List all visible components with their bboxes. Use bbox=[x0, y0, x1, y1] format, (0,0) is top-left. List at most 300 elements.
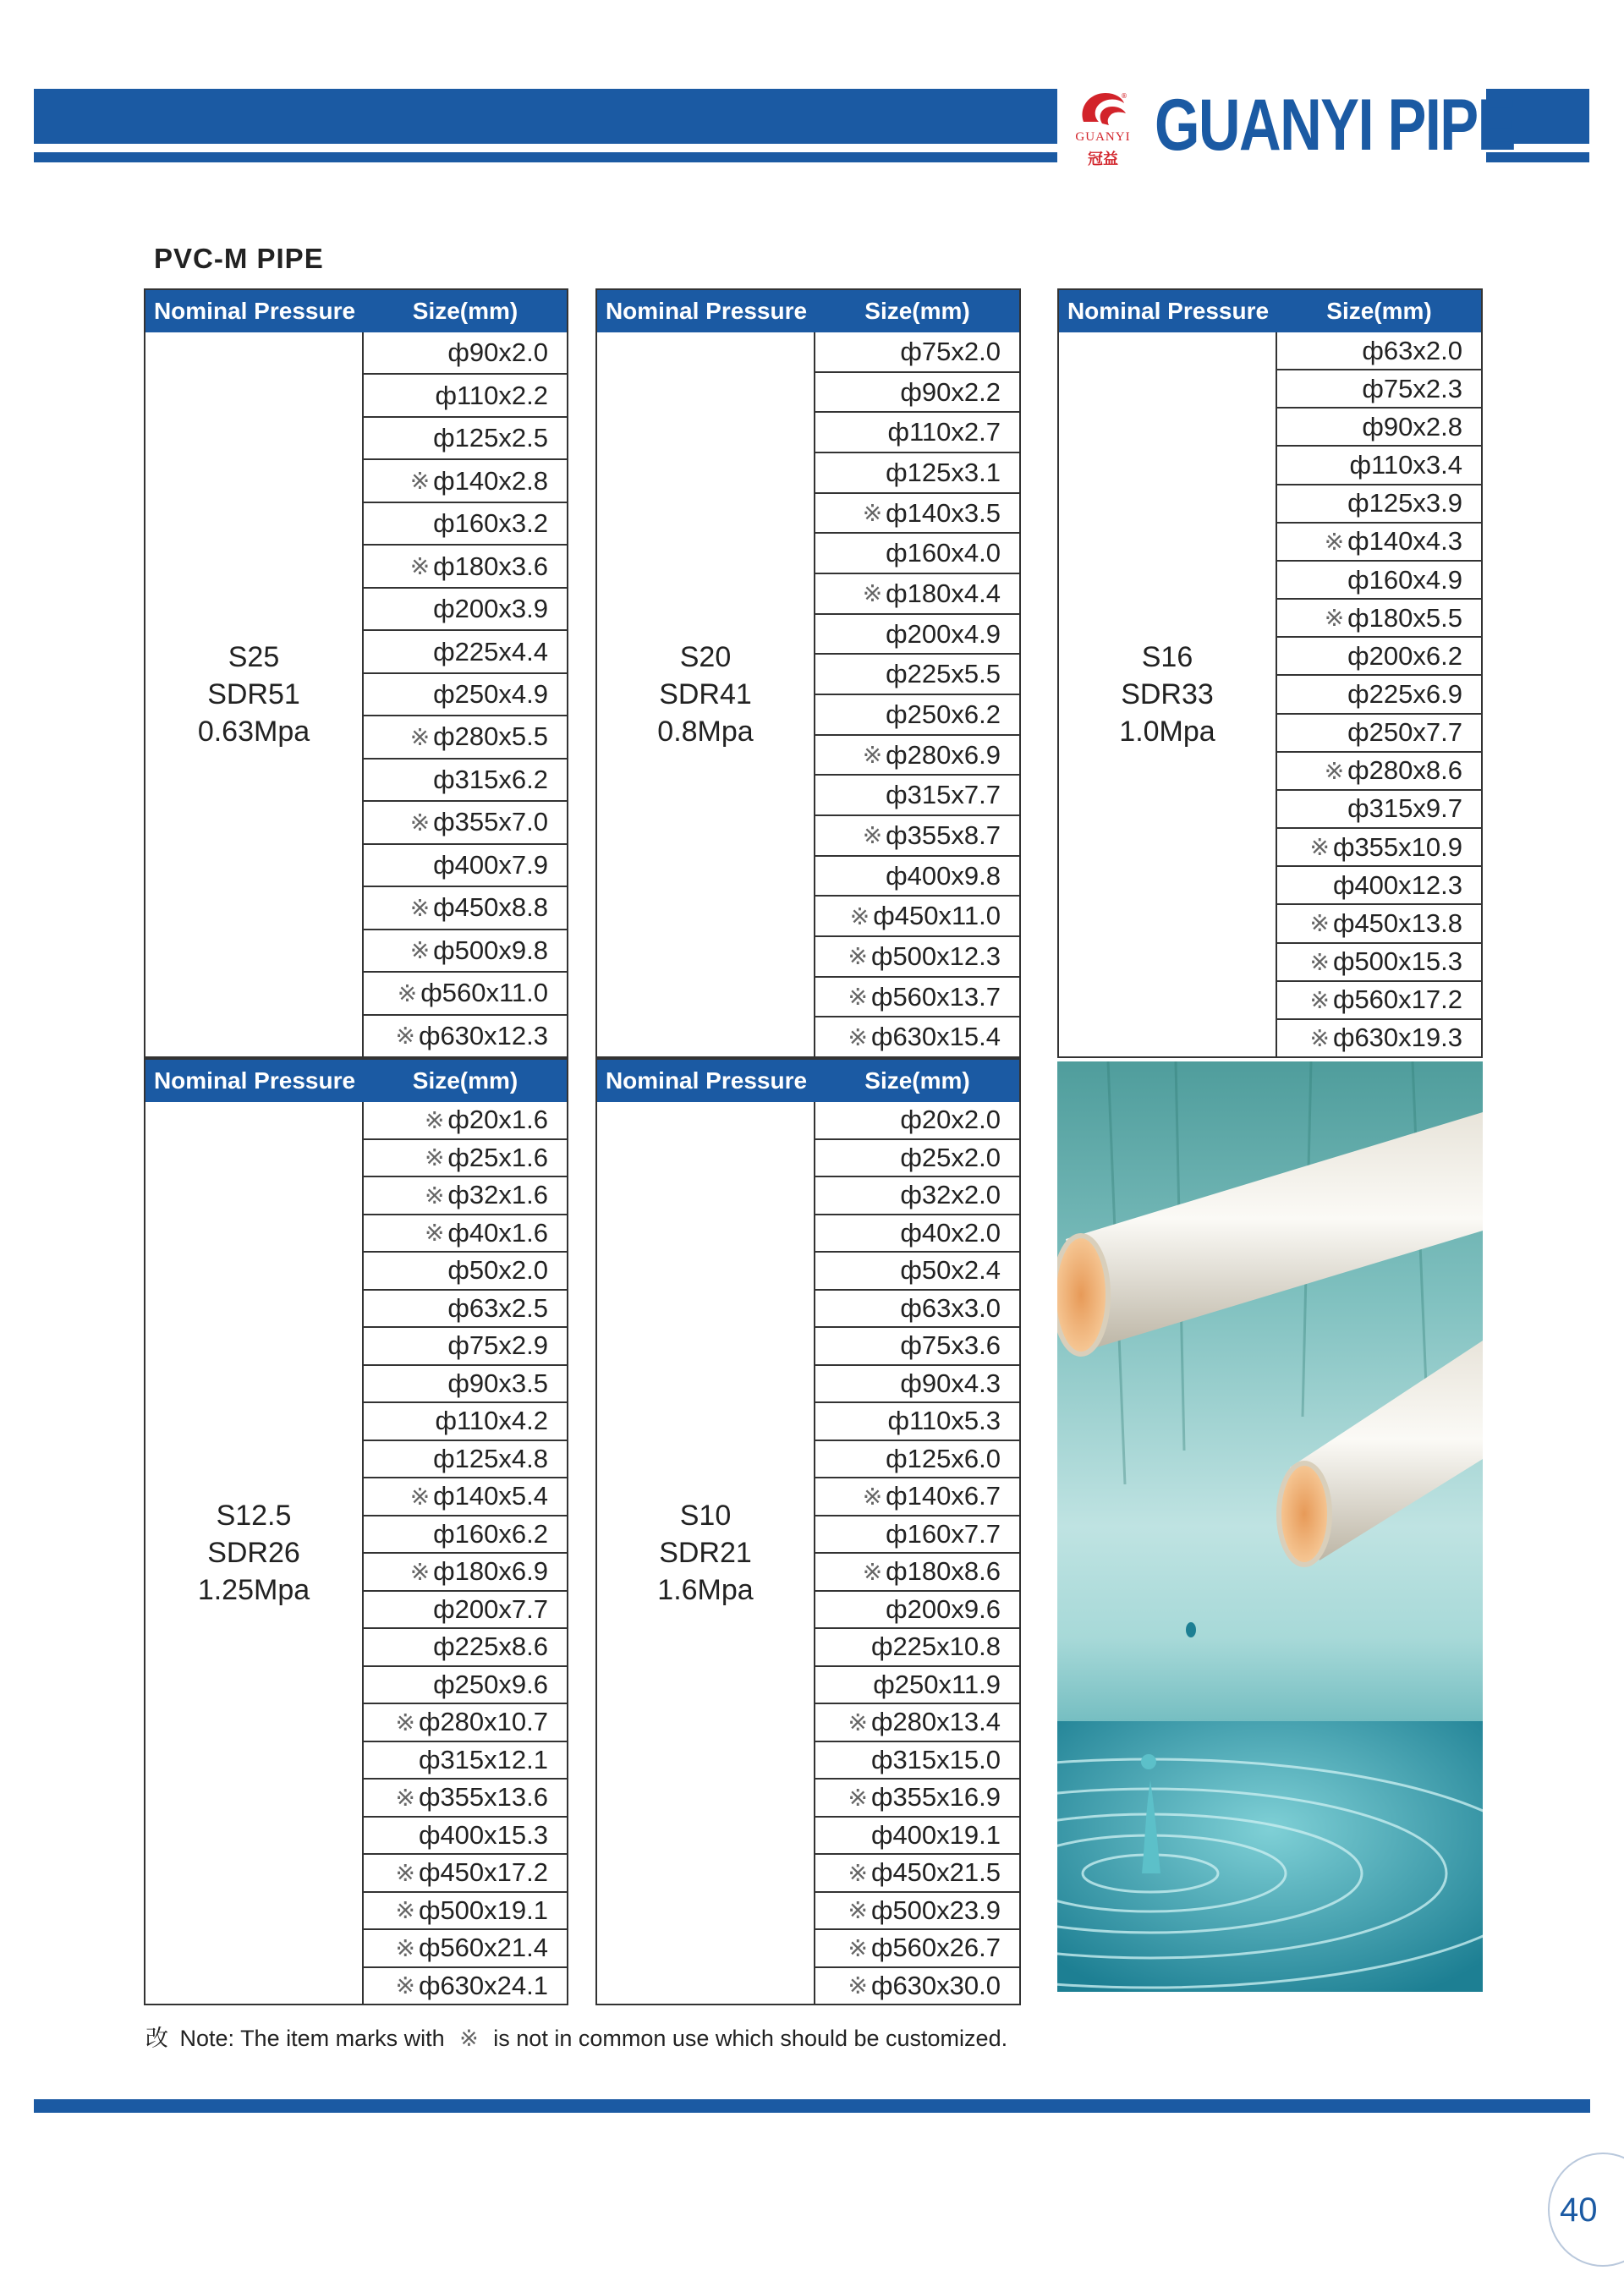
table-row bbox=[364, 843, 567, 886]
header-size: Size(mm) bbox=[1277, 290, 1481, 332]
size-value: ф280x8.6 bbox=[1347, 755, 1462, 786]
custom-mark: ※ bbox=[1309, 1024, 1330, 1051]
table-row bbox=[1277, 445, 1481, 483]
custom-mark: ※ bbox=[848, 1023, 868, 1050]
pressure-pressure: 0.8Mpa bbox=[657, 716, 754, 748]
table-row bbox=[1277, 827, 1481, 865]
table-row bbox=[1277, 522, 1481, 560]
logo-mark bbox=[1062, 88, 1142, 167]
size-value: ф450x8.8 bbox=[433, 892, 548, 923]
size-value: ф20x1.6 bbox=[447, 1105, 548, 1135]
header-bar bbox=[34, 89, 1057, 144]
table-row bbox=[815, 613, 1019, 654]
size-value: ф160x4.9 bbox=[1347, 564, 1462, 595]
table-row bbox=[815, 895, 1019, 935]
pressure-series: S12.5 bbox=[216, 1500, 292, 1532]
table-row bbox=[364, 758, 567, 800]
table-row bbox=[815, 1703, 1019, 1741]
size-value: ф560x26.7 bbox=[870, 1933, 1001, 1963]
custom-mark: ※ bbox=[409, 1558, 431, 1585]
table-row bbox=[815, 935, 1019, 976]
size-value: ф32x2.0 bbox=[900, 1180, 1001, 1210]
table-row bbox=[364, 886, 567, 928]
size-value: ф280x10.7 bbox=[418, 1707, 548, 1737]
pressure-table bbox=[144, 288, 568, 1058]
size-value: ф75x2.3 bbox=[1362, 373, 1462, 403]
size-value: ф560x17.2 bbox=[1332, 984, 1462, 1015]
table-row bbox=[815, 774, 1019, 814]
brand-logo bbox=[1062, 83, 1515, 167]
size-value: ф110x3.4 bbox=[1349, 450, 1462, 480]
custom-mark: ※ bbox=[1324, 528, 1345, 555]
custom-mark: ※ bbox=[424, 1144, 445, 1171]
table-body bbox=[597, 332, 1019, 1056]
size-value: ф500x12.3 bbox=[870, 941, 1001, 971]
table-row bbox=[364, 1590, 567, 1628]
size-value: ф140x4.3 bbox=[1347, 526, 1462, 557]
size-value: ф140x5.4 bbox=[433, 1481, 548, 1511]
table-row bbox=[1277, 332, 1481, 369]
size-value: ф450x21.5 bbox=[870, 1857, 1001, 1888]
custom-mark: ※ bbox=[848, 1708, 868, 1736]
custom-mark: ※ bbox=[395, 1023, 415, 1050]
header-nominal-pressure: Nominal Pressure bbox=[145, 1060, 364, 1102]
note-prefix: 改 bbox=[145, 2026, 168, 2051]
table-row bbox=[364, 1627, 567, 1665]
custom-mark: ※ bbox=[862, 500, 883, 527]
custom-mark: ※ bbox=[862, 1483, 883, 1510]
table-row bbox=[815, 1364, 1019, 1402]
table-row bbox=[815, 694, 1019, 734]
logo-swirl-icon bbox=[1077, 88, 1127, 129]
custom-mark: ※ bbox=[1309, 910, 1330, 937]
table-row bbox=[364, 715, 567, 757]
table-row bbox=[364, 1515, 567, 1553]
custom-mark: ※ bbox=[395, 1859, 415, 1886]
pressure-series: S16 bbox=[1141, 641, 1193, 673]
size-value: ф110x5.3 bbox=[887, 1406, 1001, 1436]
table-row bbox=[364, 1102, 567, 1138]
table-row bbox=[815, 1326, 1019, 1364]
table-row bbox=[815, 1440, 1019, 1478]
size-value: ф40x1.6 bbox=[447, 1217, 548, 1248]
size-value: ф140x2.8 bbox=[433, 465, 548, 496]
page-number: 40 bbox=[1560, 2191, 1598, 2229]
footnote bbox=[145, 2020, 1007, 2053]
size-value: ф315x12.1 bbox=[418, 1744, 548, 1774]
size-value: ф500x9.8 bbox=[433, 935, 548, 965]
custom-mark: ※ bbox=[848, 1859, 868, 1886]
table-row bbox=[1277, 407, 1481, 445]
table-row bbox=[364, 1928, 567, 1966]
custom-mark: ※ bbox=[848, 1934, 868, 1961]
table-row bbox=[364, 1966, 567, 2005]
custom-mark: ※ bbox=[424, 1220, 445, 1247]
header-nominal-pressure: Nominal Pressure bbox=[597, 290, 815, 332]
note-text-before: Note: The item marks with bbox=[179, 2026, 445, 2051]
custom-mark: ※ bbox=[409, 894, 431, 921]
table-row bbox=[364, 332, 567, 373]
table-body bbox=[145, 332, 567, 1056]
size-value: ф355x8.7 bbox=[886, 820, 1001, 850]
table-row bbox=[1277, 369, 1481, 407]
table-row bbox=[364, 672, 567, 715]
size-value: ф250x4.9 bbox=[433, 678, 548, 709]
logo-latin: GUANYI bbox=[1075, 130, 1131, 144]
table-row bbox=[815, 1138, 1019, 1176]
table-row bbox=[815, 1176, 1019, 1214]
size-value: ф450x13.8 bbox=[1332, 908, 1462, 938]
size-value: ф32x1.6 bbox=[447, 1180, 548, 1210]
custom-mark: ※ bbox=[862, 580, 883, 607]
table-row bbox=[815, 1966, 1019, 2005]
table-row bbox=[815, 1590, 1019, 1628]
size-value: ф20x2.0 bbox=[900, 1105, 1001, 1135]
size-value: ф125x6.0 bbox=[886, 1443, 1001, 1473]
custom-mark: ※ bbox=[1309, 948, 1330, 975]
table-row bbox=[364, 1440, 567, 1478]
size-value: ф355x10.9 bbox=[1332, 831, 1462, 862]
size-value: ф25x1.6 bbox=[447, 1142, 548, 1172]
table-row bbox=[815, 1552, 1019, 1590]
size-value: ф110x2.7 bbox=[887, 417, 1001, 447]
size-value: ф180x4.4 bbox=[886, 578, 1001, 608]
table-row bbox=[1277, 484, 1481, 522]
custom-mark: ※ bbox=[395, 1708, 415, 1736]
size-value: ф630x12.3 bbox=[418, 1020, 548, 1050]
size-value: ф630x30.0 bbox=[870, 1970, 1001, 2000]
size-value: ф500x15.3 bbox=[1332, 946, 1462, 977]
brand-name: GUANYI PIPE bbox=[1155, 85, 1515, 166]
pressure-sdr: SDR41 bbox=[659, 678, 752, 710]
header-nominal-pressure: Nominal Pressure bbox=[597, 1060, 815, 1102]
table-row bbox=[815, 1214, 1019, 1252]
size-value: ф450x17.2 bbox=[418, 1857, 548, 1888]
table-row bbox=[364, 502, 567, 544]
size-value: ф225x10.8 bbox=[870, 1632, 1001, 1662]
logo-chinese: 冠益 bbox=[1088, 151, 1118, 167]
pressure-pressure: 1.25Mpa bbox=[197, 1574, 310, 1606]
table-row bbox=[1277, 789, 1481, 827]
size-value: ф75x2.9 bbox=[447, 1330, 548, 1361]
size-value: ф180x3.6 bbox=[433, 551, 548, 581]
table-row bbox=[815, 1251, 1019, 1289]
size-value: ф160x3.2 bbox=[433, 508, 548, 539]
size-value: ф400x7.9 bbox=[433, 849, 548, 880]
table-row bbox=[815, 1401, 1019, 1440]
table-row bbox=[364, 544, 567, 586]
custom-mark: ※ bbox=[409, 468, 431, 495]
size-value: ф355x7.0 bbox=[433, 807, 548, 837]
custom-mark: ※ bbox=[424, 1182, 445, 1209]
pressure-cell bbox=[1059, 332, 1277, 1056]
size-value: ф225x8.6 bbox=[433, 1632, 548, 1662]
size-value: ф560x13.7 bbox=[870, 981, 1001, 1012]
size-value: ф500x19.1 bbox=[418, 1895, 548, 1925]
table-row bbox=[815, 734, 1019, 775]
size-value: ф125x3.9 bbox=[1347, 488, 1462, 518]
size-value: ф140x6.7 bbox=[886, 1481, 1001, 1511]
custom-mark: ※ bbox=[848, 1784, 868, 1811]
size-value: ф90x2.8 bbox=[1362, 411, 1462, 441]
custom-mark: ※ bbox=[862, 822, 883, 849]
size-value: ф63x2.5 bbox=[447, 1292, 548, 1323]
size-value: ф225x5.5 bbox=[886, 659, 1001, 689]
custom-mark: ※ bbox=[409, 723, 431, 750]
pressure-label bbox=[198, 639, 310, 750]
table-row bbox=[364, 458, 567, 501]
table-row bbox=[1277, 751, 1481, 789]
pressure-pressure: 1.0Mpa bbox=[1119, 716, 1215, 748]
note-mark: ※ bbox=[459, 2026, 479, 2051]
size-list bbox=[364, 332, 567, 1056]
header-size: Size(mm) bbox=[815, 290, 1019, 332]
table-row bbox=[364, 929, 567, 971]
size-value: ф75x3.6 bbox=[900, 1330, 1001, 1361]
custom-mark: ※ bbox=[409, 937, 431, 964]
custom-mark: ※ bbox=[397, 979, 418, 1006]
table-row bbox=[1277, 1018, 1481, 1056]
size-value: ф110x4.2 bbox=[435, 1406, 548, 1436]
pressure-table bbox=[595, 288, 1021, 1058]
custom-mark: ※ bbox=[409, 809, 431, 836]
size-value: ф180x5.5 bbox=[1347, 602, 1462, 633]
size-value: ф400x9.8 bbox=[886, 860, 1001, 891]
size-value: ф400x12.3 bbox=[1332, 869, 1462, 900]
size-value: ф250x7.7 bbox=[1347, 717, 1462, 748]
size-value: ф200x7.7 bbox=[433, 1593, 548, 1624]
table-row bbox=[815, 1741, 1019, 1779]
header-bar-line bbox=[34, 152, 1057, 162]
table-row bbox=[364, 1176, 567, 1214]
pressure-table bbox=[144, 1058, 568, 2005]
table-row bbox=[815, 1016, 1019, 1056]
size-value: ф560x11.0 bbox=[420, 978, 548, 1008]
table-row bbox=[815, 814, 1019, 855]
table-row bbox=[364, 1853, 567, 1891]
pressure-pressure: 0.63Mpa bbox=[197, 716, 310, 748]
size-list bbox=[815, 1102, 1019, 2004]
table-row bbox=[815, 1853, 1019, 1891]
size-value: ф225x4.4 bbox=[433, 636, 548, 666]
table-row bbox=[815, 855, 1019, 896]
size-value: ф315x9.7 bbox=[1347, 793, 1462, 824]
header-nominal-pressure: Nominal Pressure bbox=[1059, 290, 1277, 332]
size-value: ф500x23.9 bbox=[870, 1895, 1001, 1925]
table-row bbox=[364, 587, 567, 629]
pressure-series: S25 bbox=[228, 641, 280, 673]
pressure-table bbox=[595, 1058, 1021, 2005]
custom-mark: ※ bbox=[862, 742, 883, 769]
table-row bbox=[364, 1214, 567, 1252]
table-row bbox=[815, 1891, 1019, 1929]
table-row bbox=[815, 532, 1019, 573]
table-row bbox=[815, 452, 1019, 492]
custom-mark: ※ bbox=[409, 1483, 431, 1510]
pressure-pressure: 1.6Mpa bbox=[657, 1574, 754, 1606]
size-value: ф110x2.2 bbox=[435, 380, 548, 410]
custom-mark: ※ bbox=[395, 1934, 415, 1961]
size-value: ф200x4.9 bbox=[886, 618, 1001, 649]
size-value: ф225x6.9 bbox=[1347, 678, 1462, 709]
size-value: ф63x3.0 bbox=[900, 1292, 1001, 1323]
table-row bbox=[364, 1552, 567, 1590]
custom-mark: ※ bbox=[409, 553, 431, 580]
size-value: ф560x21.4 bbox=[418, 1933, 548, 1963]
pressure-cell bbox=[597, 332, 815, 1056]
size-value: ф25x2.0 bbox=[900, 1142, 1001, 1172]
table-row bbox=[1277, 598, 1481, 636]
table-row bbox=[815, 332, 1019, 371]
size-value: ф315x7.7 bbox=[886, 780, 1001, 810]
size-value: ф63x2.0 bbox=[1362, 335, 1462, 365]
pressure-label bbox=[198, 1497, 310, 1609]
table-row bbox=[364, 1891, 567, 1929]
table-row bbox=[364, 416, 567, 458]
custom-mark: ※ bbox=[1309, 834, 1330, 861]
table-row bbox=[364, 1289, 567, 1327]
table-row bbox=[364, 1703, 567, 1741]
size-value: ф355x13.6 bbox=[418, 1782, 548, 1813]
table-row bbox=[815, 1477, 1019, 1515]
size-value: ф630x24.1 bbox=[418, 1970, 548, 2000]
size-value: ф400x15.3 bbox=[418, 1819, 548, 1850]
size-value: ф180x8.6 bbox=[886, 1556, 1001, 1587]
table-row bbox=[815, 411, 1019, 452]
custom-mark: ※ bbox=[848, 984, 868, 1011]
note-text-after: is not in common use which should be customized. bbox=[493, 2026, 1008, 2051]
size-value: ф75x2.0 bbox=[900, 336, 1001, 366]
table-row bbox=[815, 371, 1019, 412]
custom-mark: ※ bbox=[848, 943, 868, 970]
pressure-series: S20 bbox=[679, 641, 732, 673]
custom-mark: ※ bbox=[1324, 757, 1345, 784]
pressure-label bbox=[657, 1497, 753, 1609]
size-value: ф50x2.4 bbox=[900, 1255, 1001, 1286]
pressure-cell bbox=[145, 1102, 364, 2004]
table-row bbox=[815, 1665, 1019, 1703]
size-value: ф250x6.2 bbox=[886, 699, 1001, 729]
table-row bbox=[364, 1014, 567, 1056]
custom-mark: ※ bbox=[395, 1897, 415, 1924]
table-row bbox=[364, 800, 567, 842]
size-value: ф315x6.2 bbox=[433, 764, 548, 794]
table-row bbox=[1277, 674, 1481, 712]
size-value: ф200x6.2 bbox=[1347, 640, 1462, 671]
size-value: ф40x2.0 bbox=[900, 1217, 1001, 1248]
size-value: ф180x6.9 bbox=[433, 1556, 548, 1587]
table-row bbox=[364, 1741, 567, 1779]
size-list bbox=[1277, 332, 1481, 1056]
pressure-sdr: SDR26 bbox=[207, 1537, 300, 1569]
custom-mark: ※ bbox=[848, 1897, 868, 1924]
table-row bbox=[815, 1515, 1019, 1553]
table-row bbox=[364, 1665, 567, 1703]
custom-mark: ※ bbox=[862, 1558, 883, 1585]
custom-mark: ※ bbox=[395, 1972, 415, 1999]
size-value: ф125x3.1 bbox=[886, 457, 1001, 487]
table-row bbox=[364, 1816, 567, 1854]
size-value: ф160x4.0 bbox=[886, 538, 1001, 568]
table-row bbox=[1277, 865, 1481, 903]
table-row bbox=[815, 1289, 1019, 1327]
table-row bbox=[364, 1364, 567, 1402]
table-row bbox=[1277, 636, 1481, 674]
size-value: ф315x15.0 bbox=[870, 1744, 1001, 1774]
size-value: ф125x4.8 bbox=[433, 1443, 548, 1473]
size-value: ф90x2.0 bbox=[447, 337, 548, 368]
pressure-sdr: SDR51 bbox=[207, 678, 300, 710]
size-value: ф280x6.9 bbox=[886, 739, 1001, 770]
product-photo bbox=[1057, 1061, 1483, 1992]
table-body bbox=[597, 1102, 1019, 2004]
size-value: ф160x7.7 bbox=[886, 1518, 1001, 1549]
table-row bbox=[364, 373, 567, 415]
pressure-label bbox=[1119, 639, 1215, 750]
header-size: Size(mm) bbox=[364, 1060, 567, 1102]
table-row bbox=[1277, 713, 1481, 751]
pressure-sdr: SDR33 bbox=[1121, 678, 1214, 710]
table-row bbox=[364, 971, 567, 1013]
table-row bbox=[1277, 903, 1481, 941]
table-body bbox=[1059, 332, 1481, 1056]
table-row bbox=[364, 1401, 567, 1440]
table-row bbox=[364, 1778, 567, 1816]
footer-bar bbox=[34, 2099, 1590, 2113]
size-value: ф630x15.4 bbox=[870, 1022, 1001, 1052]
size-value: ф200x9.6 bbox=[886, 1593, 1001, 1624]
table-row bbox=[364, 1138, 567, 1176]
pressure-sdr: SDR21 bbox=[659, 1537, 752, 1569]
table-row bbox=[815, 1778, 1019, 1816]
custom-mark: ※ bbox=[395, 1784, 415, 1811]
table-row bbox=[815, 492, 1019, 533]
size-list bbox=[364, 1102, 567, 2004]
table-row bbox=[364, 1326, 567, 1364]
size-value: ф125x2.5 bbox=[433, 423, 548, 453]
size-value: ф355x16.9 bbox=[870, 1782, 1001, 1813]
table-body bbox=[145, 1102, 567, 2004]
size-value: ф90x4.3 bbox=[900, 1368, 1001, 1398]
size-value: ф140x3.5 bbox=[886, 497, 1001, 528]
size-value: ф50x2.0 bbox=[447, 1255, 548, 1286]
table-row bbox=[364, 1251, 567, 1289]
table-row bbox=[815, 1928, 1019, 1966]
pressure-label bbox=[657, 639, 753, 750]
svg-text:®: ® bbox=[1121, 92, 1127, 100]
custom-mark: ※ bbox=[849, 902, 870, 930]
custom-mark: ※ bbox=[1309, 986, 1330, 1013]
table-row bbox=[815, 1816, 1019, 1854]
size-value: ф200x3.9 bbox=[433, 594, 548, 624]
size-list bbox=[815, 332, 1019, 1056]
size-value: ф630x19.3 bbox=[1332, 1023, 1462, 1053]
pressure-series: S10 bbox=[679, 1500, 732, 1532]
pressure-table bbox=[1057, 288, 1483, 1058]
table-row bbox=[815, 976, 1019, 1017]
size-value: ф90x3.5 bbox=[447, 1368, 548, 1398]
table-row bbox=[1277, 942, 1481, 980]
custom-mark: ※ bbox=[1324, 605, 1345, 632]
table-row bbox=[1277, 980, 1481, 1018]
pipe-water-illustration bbox=[1057, 1061, 1483, 1992]
size-value: ф250x9.6 bbox=[433, 1669, 548, 1699]
section-title: PVC-M PIPE bbox=[154, 243, 324, 274]
table-row bbox=[815, 1102, 1019, 1138]
size-value: ф400x19.1 bbox=[870, 1819, 1001, 1850]
header-size: Size(mm) bbox=[815, 1060, 1019, 1102]
header-nominal-pressure: Nominal Pressure bbox=[145, 290, 364, 332]
